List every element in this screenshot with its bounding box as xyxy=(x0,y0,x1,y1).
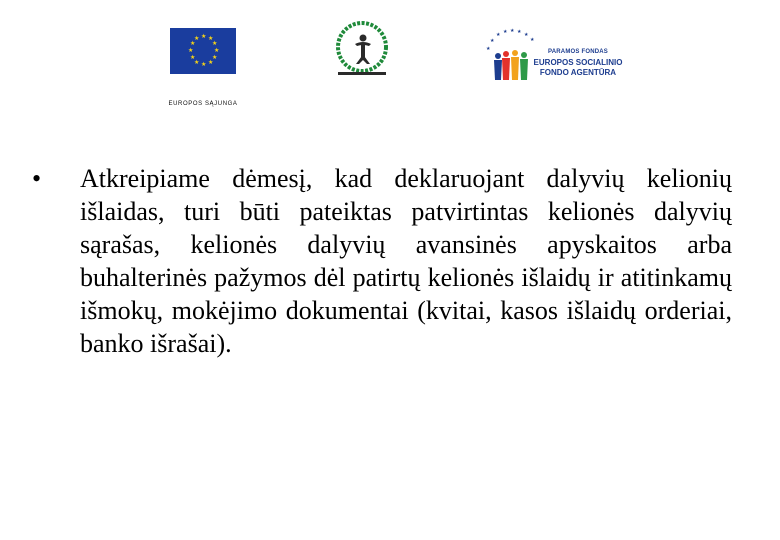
svg-text:★: ★ xyxy=(201,33,207,40)
esf-line-2: EUROPOS SOCIALINIO xyxy=(533,58,623,67)
svg-text:★: ★ xyxy=(524,32,529,38)
eu-stars-ring xyxy=(170,28,236,74)
svg-text:★: ★ xyxy=(214,47,220,54)
svg-text:★: ★ xyxy=(208,59,214,66)
eu-flag-icon xyxy=(170,28,236,74)
svg-text:★: ★ xyxy=(490,38,495,44)
esf-line-3: FONDO AGENTŪRA xyxy=(539,68,617,77)
svg-text:★: ★ xyxy=(194,35,200,42)
eu-logo xyxy=(168,28,238,107)
svg-text:★: ★ xyxy=(503,29,508,35)
svg-text:★: ★ xyxy=(212,54,218,61)
svg-text:★: ★ xyxy=(208,35,214,42)
svg-text:★: ★ xyxy=(188,47,194,54)
svg-text:★: ★ xyxy=(201,61,207,68)
bullet-marker: • xyxy=(32,164,42,193)
esf-agency-logo xyxy=(484,28,634,90)
svg-text:★: ★ xyxy=(530,37,535,43)
svg-text:★: ★ xyxy=(194,59,200,66)
bullet-paragraph: Atkreipiame dėmesį, kad deklaruojant dalyvių kelionių išlaidas, turi būti pateiktas patvirtintas kelionės dalyvių sąrašas, kelionės dalyvių avansinės apyskaitos arba buhalterinės pažymos dėl patirtų kelionės išlaidų ir atitinkamų išmokų, mokėjimo dokumentai (kvitai, kasos išlaidų orderiai, banko išrašai). xyxy=(80,164,732,358)
svg-text:★: ★ xyxy=(510,28,515,34)
svg-text:★: ★ xyxy=(190,40,196,47)
svg-text:★: ★ xyxy=(212,40,218,47)
person-emblem-icon xyxy=(334,20,390,80)
bullet-item xyxy=(32,162,732,360)
ngo-logo xyxy=(334,20,390,80)
svg-text:★: ★ xyxy=(496,32,501,38)
svg-text:★: ★ xyxy=(517,29,522,35)
svg-text:★: ★ xyxy=(190,54,196,61)
svg-text:★: ★ xyxy=(486,46,491,52)
esf-line-1: PARAMOS FONDAS xyxy=(547,49,609,55)
eu-caption: EUROPOS SĄJUNGA xyxy=(168,101,238,107)
main-content xyxy=(32,162,732,360)
